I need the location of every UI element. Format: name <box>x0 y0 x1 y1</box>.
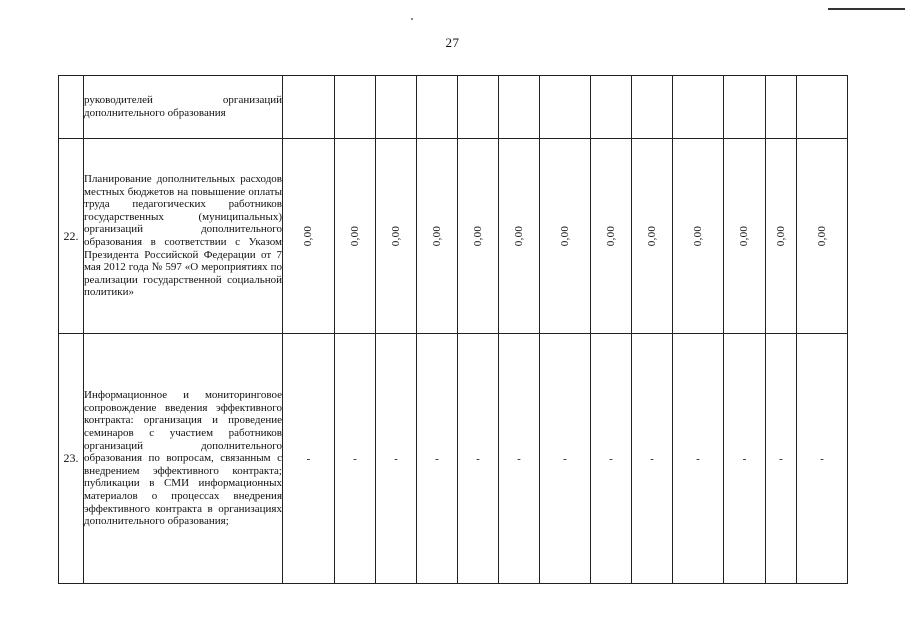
value-cell <box>376 76 417 139</box>
value-cell <box>766 76 797 139</box>
value-cell: - <box>335 334 376 584</box>
value-cell: - <box>283 334 335 584</box>
value-cell <box>499 76 540 139</box>
scan-dot <box>411 18 413 20</box>
value-cell: - <box>499 334 540 584</box>
value-cell <box>335 76 376 139</box>
value-cell <box>724 139 766 334</box>
value-text: 0,00 <box>558 225 571 247</box>
row-description: Планирование дополнительных расходов местных бюджетов на повышение оплаты труда педагогических работников государственных (муниципальных) организаций дополнительного образования в соответствии с Указом Президента Российской Федерации от 7 мая 2012 года № 597 «О мероприятиях по реализации государственной социальной политики» <box>84 139 283 334</box>
value-text: 0,00 <box>389 225 402 247</box>
value-cell <box>499 139 540 334</box>
value-text: 0,00 <box>604 225 617 247</box>
value-cell <box>591 139 632 334</box>
value-cell <box>417 76 458 139</box>
value-cell: - <box>673 334 724 584</box>
value-cell <box>458 139 499 334</box>
value-cell <box>632 76 673 139</box>
value-cell <box>797 76 848 139</box>
value-cell <box>591 76 632 139</box>
value-text: 0,00 <box>645 225 658 247</box>
value-cell: - <box>540 334 591 584</box>
value-text: 0,00 <box>815 225 828 247</box>
table-row <box>59 76 848 139</box>
value-text: 0,00 <box>302 225 315 247</box>
value-cell <box>797 139 848 334</box>
row-description: руководителей организаций дополнительного образования <box>84 76 283 139</box>
value-cell: - <box>766 334 797 584</box>
value-cell <box>724 76 766 139</box>
value-cell <box>632 139 673 334</box>
value-cell <box>540 76 591 139</box>
data-table <box>58 75 848 584</box>
value-text: 0,00 <box>348 225 361 247</box>
value-cell <box>283 76 335 139</box>
value-cell: - <box>797 334 848 584</box>
value-cell: - <box>591 334 632 584</box>
value-cell: - <box>632 334 673 584</box>
value-text: 0,00 <box>430 225 443 247</box>
value-cell <box>335 139 376 334</box>
value-cell: - <box>724 334 766 584</box>
value-cell <box>673 139 724 334</box>
value-cell: - <box>417 334 458 584</box>
value-cell <box>417 139 458 334</box>
value-cell <box>673 76 724 139</box>
value-text: 0,00 <box>471 225 484 247</box>
value-text: 0,00 <box>512 225 525 247</box>
row-description: Информационное и мониторинговое сопровождение введения эффективного контракта: организация и проведение семинаров с участием работников организаций дополнительного образования по вопросам, связанным с внедрением эффективного контракта; публикации в СМИ информационных материалов о процессах внедрения эффективного контракта в организациях дополнительного образования; <box>84 334 283 584</box>
page-number: 27 <box>445 35 460 50</box>
value-cell <box>458 76 499 139</box>
row-number <box>59 76 84 139</box>
value-cell: - <box>458 334 499 584</box>
value-text: 0,00 <box>774 225 787 247</box>
scan-edge-line <box>828 8 905 10</box>
table-row <box>59 334 848 584</box>
table-row <box>59 139 848 334</box>
value-cell: - <box>376 334 417 584</box>
value-text: 0,00 <box>691 225 704 247</box>
row-number: 23. <box>59 334 84 584</box>
value-text: 0,00 <box>738 225 751 247</box>
value-cell <box>540 139 591 334</box>
value-cell <box>766 139 797 334</box>
value-cell <box>283 139 335 334</box>
row-number: 22. <box>59 139 84 334</box>
value-cell <box>376 139 417 334</box>
